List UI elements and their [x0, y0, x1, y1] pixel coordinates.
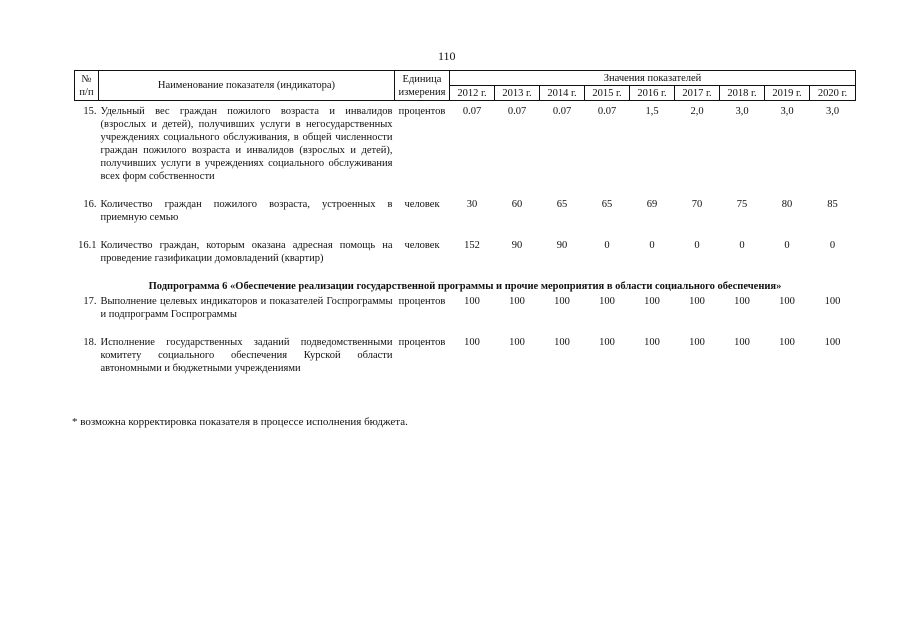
value-cell: 65 [601, 199, 613, 210]
indicator-name: Исполнение государственных заданий подведомственными комитету социального обеспечения Курской области автономными и бюджетными учреждениями [100, 337, 393, 374]
value-cell: 100 [554, 296, 570, 307]
table-row [75, 237, 856, 278]
value-cell: 3,0 [780, 106, 794, 117]
value-cell: 100 [599, 296, 615, 307]
value-cell: 85 [827, 199, 838, 210]
header-year: 2012 г. [450, 86, 495, 101]
subprogram-row [75, 278, 856, 293]
indicator-name: Количество граждан пожилого возраста, устроенных в приемную семью [100, 199, 393, 223]
value-cell: 0 [829, 240, 836, 251]
value-cell: 100 [689, 296, 705, 307]
value-cell: 2,0 [690, 106, 704, 117]
rows-after [75, 293, 856, 388]
page-number: 110 [438, 49, 456, 63]
row-number: 16. [83, 199, 97, 210]
subprogram-title: Подпрограмма 6 «Обеспечение реализации государственной программы и прочие мероприятия в области социального обеспечения» [148, 281, 782, 292]
header-year: 2019 г. [765, 86, 810, 101]
unit-cell: процентов [398, 337, 446, 348]
value-cell: 100 [509, 337, 525, 348]
row-number: 17. [83, 296, 97, 307]
value-cell: 60 [511, 199, 523, 210]
table-row [75, 196, 856, 237]
value-cell: 0.07 [552, 106, 572, 117]
value-cell: 0.07 [462, 106, 482, 117]
value-cell: 100 [464, 337, 480, 348]
indicator-name: Количество граждан, которым оказана адресная помощь на проведение газификации домовладений (квартир) [100, 240, 393, 264]
unit-cell: человек [404, 199, 440, 210]
header-year: 2013 г. [495, 86, 540, 101]
rows-before [75, 101, 856, 279]
value-cell: 65 [556, 199, 568, 210]
unit-cell: процентов [398, 296, 446, 307]
value-cell: 100 [509, 296, 525, 307]
indicators-table [74, 70, 856, 388]
header-row-top [75, 71, 856, 86]
row-number: 18. [83, 337, 97, 348]
value-cell: 1,5 [645, 106, 659, 117]
header-num: № п/п [75, 71, 99, 101]
table-row [75, 334, 856, 388]
value-cell: 75 [736, 199, 748, 210]
value-cell: 0 [604, 240, 610, 251]
header-year: 2016 г. [630, 86, 675, 101]
value-cell: 100 [644, 337, 660, 348]
row-number: 16.1 [78, 240, 97, 251]
value-cell: 100 [734, 337, 750, 348]
header-values-group: Значения показателей [450, 71, 856, 86]
header-year: 2017 г. [675, 86, 720, 101]
header-name: Наименование показателя (индикатора) [99, 71, 395, 101]
value-cell: 100 [824, 337, 841, 348]
value-cell: 0 [694, 240, 700, 251]
value-cell: 100 [689, 337, 705, 348]
indicator-name: Выполнение целевых индикаторов и показателей Госпрограммы и подпрограмм Госпрограммы [100, 296, 393, 320]
header-year: 2018 г. [720, 86, 765, 101]
header-year: 2015 г. [585, 86, 630, 101]
value-cell: 30 [466, 199, 478, 210]
value-cell: 100 [734, 296, 750, 307]
value-cell: 100 [824, 296, 841, 307]
value-cell: 0 [739, 240, 745, 251]
value-cell: 100 [599, 337, 615, 348]
value-cell: 70 [691, 199, 703, 210]
table-row [75, 293, 856, 334]
table-row [75, 101, 856, 197]
value-cell: 0 [649, 240, 655, 251]
value-cell: 100 [644, 296, 660, 307]
value-cell: 100 [554, 337, 570, 348]
value-cell: 3,0 [735, 106, 749, 117]
value-cell: 152 [464, 240, 480, 251]
value-cell: 90 [511, 240, 523, 251]
value-cell: 69 [646, 199, 658, 210]
indicator-name: Удельный вес граждан пожилого возраста и инвалидов (взрослых и детей), получивших услуги в негосударственных учреждениях социального обслуживания, в общей численности граждан пожилого возраста и инвалидов (взрослых и детей), получивших услуги в учреждениях социального обслуживания всех форм собственности [100, 106, 393, 182]
value-cell: 100 [779, 296, 795, 307]
value-cell: 0 [784, 240, 790, 251]
value-cell: 0.07 [597, 106, 617, 117]
value-cell: 3,0 [825, 106, 840, 117]
header-year: 2014 г. [540, 86, 585, 101]
footnote: * возможна корректировка показателя в процессе исполнения бюджета. [72, 416, 408, 428]
value-cell: 80 [781, 199, 793, 210]
unit-cell: процентов [398, 106, 446, 117]
value-cell: 100 [779, 337, 795, 348]
header-year: 2020 г. [810, 86, 856, 101]
value-cell: 0.07 [507, 106, 527, 117]
unit-cell: человек [404, 240, 440, 251]
value-cell: 100 [464, 296, 480, 307]
value-cell: 90 [556, 240, 568, 251]
header-unit: Единица измерения [395, 71, 450, 101]
row-number: 15. [83, 106, 97, 117]
